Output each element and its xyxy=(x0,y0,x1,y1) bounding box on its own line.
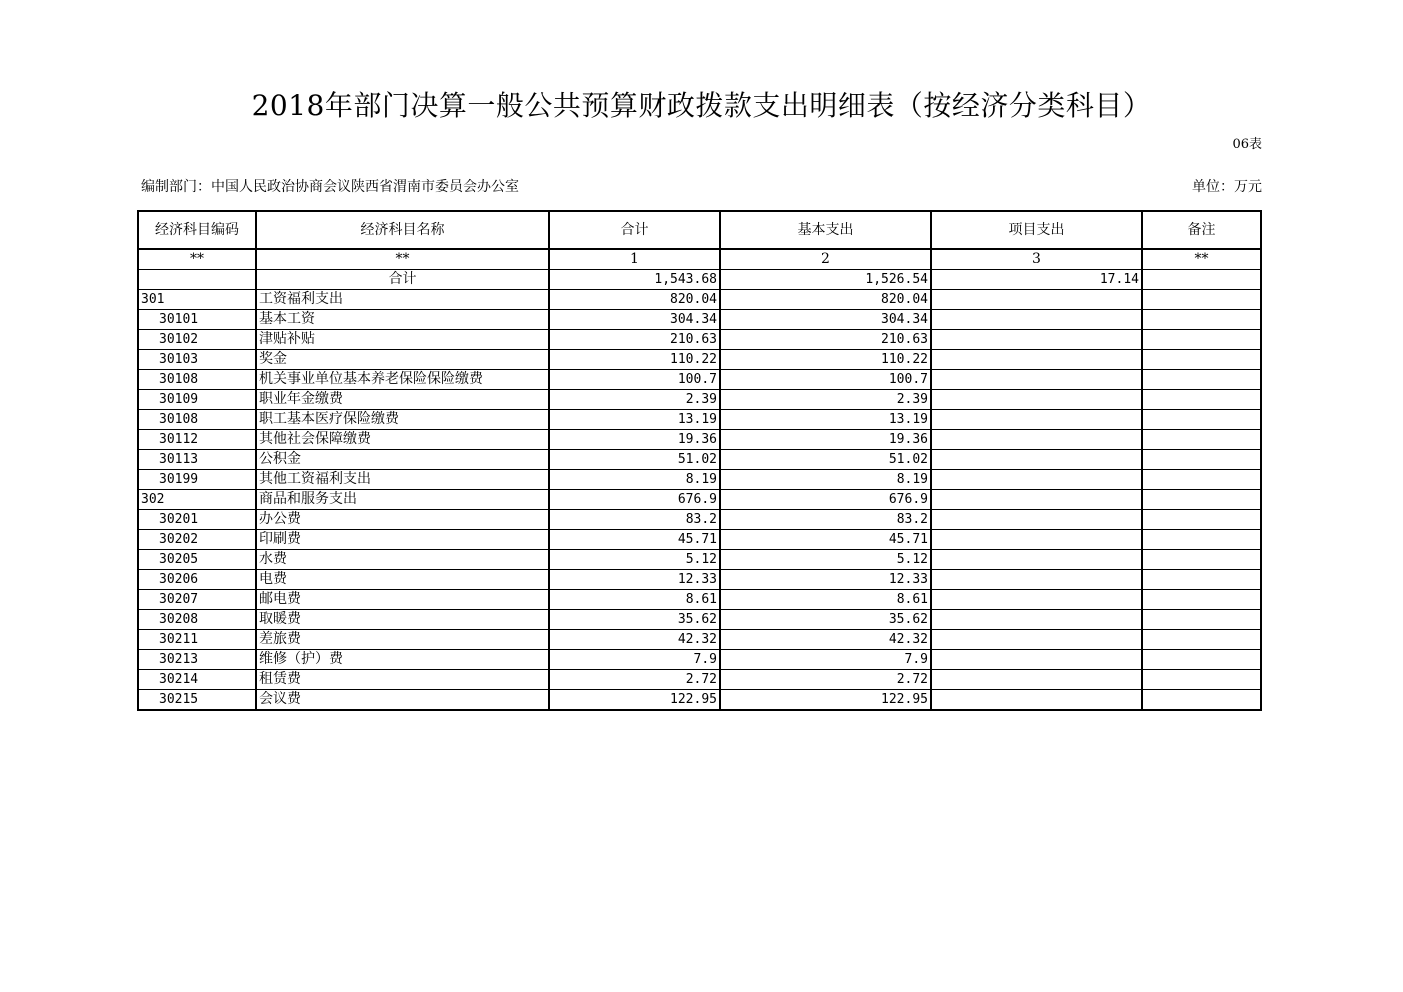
row-name: 差旅费 xyxy=(256,630,549,650)
subheader-sum: 1 xyxy=(549,249,720,270)
row-note xyxy=(1142,510,1261,530)
row-note xyxy=(1142,690,1261,711)
table-row xyxy=(138,670,1261,690)
row-sum: 42.32 xyxy=(549,630,720,650)
department-label: 编制部门：中国人民政治协商会议陕西省渭南市委员会办公室 xyxy=(141,179,519,195)
row-basic: 122.95 xyxy=(720,690,931,711)
row-name: 公积金 xyxy=(256,450,549,470)
row-name: 办公费 xyxy=(256,510,549,530)
table-row xyxy=(138,590,1261,610)
row-note xyxy=(1142,550,1261,570)
row-project xyxy=(931,510,1142,530)
row-note xyxy=(1142,390,1261,410)
row-name: 津贴补贴 xyxy=(256,330,549,350)
row-note xyxy=(1142,370,1261,390)
table-row xyxy=(138,490,1261,510)
row-name: 水费 xyxy=(256,550,549,570)
page-title: 2018年部门决算一般公共预算财政拨款支出明细表（按经济分类科目） xyxy=(251,89,1152,122)
row-project xyxy=(931,390,1142,410)
row-note xyxy=(1142,530,1261,550)
row-code: 30202 xyxy=(138,530,256,550)
row-sum: 304.34 xyxy=(549,310,720,330)
row-project xyxy=(931,670,1142,690)
row-basic: 2.39 xyxy=(720,390,931,410)
row-sum: 676.9 xyxy=(549,490,720,510)
header-note: 备注 xyxy=(1142,211,1261,249)
row-sum: 8.19 xyxy=(549,470,720,490)
row-project xyxy=(931,530,1142,550)
row-name: 租赁费 xyxy=(256,670,549,690)
table-row xyxy=(138,430,1261,450)
total-project: 17.14 xyxy=(931,270,1142,290)
subheader-project: 3 xyxy=(931,249,1142,270)
subheader-name: ** xyxy=(256,249,549,270)
row-name: 维修（护）费 xyxy=(256,650,549,670)
row-note xyxy=(1142,670,1261,690)
table-row xyxy=(138,350,1261,370)
row-note xyxy=(1142,610,1261,630)
table-row xyxy=(138,530,1261,550)
table-row xyxy=(138,550,1261,570)
header-row xyxy=(138,211,1261,249)
row-code: 30101 xyxy=(138,310,256,330)
total-code xyxy=(138,270,256,290)
row-basic: 13.19 xyxy=(720,410,931,430)
row-basic: 8.19 xyxy=(720,470,931,490)
row-project xyxy=(931,590,1142,610)
row-name: 机关事业单位基本养老保险保险缴费 xyxy=(256,370,549,390)
row-sum: 12.33 xyxy=(549,570,720,590)
row-note xyxy=(1142,650,1261,670)
row-basic: 83.2 xyxy=(720,510,931,530)
row-sum: 100.7 xyxy=(549,370,720,390)
row-project xyxy=(931,550,1142,570)
row-name: 其他社会保障缴费 xyxy=(256,430,549,450)
row-code: 30211 xyxy=(138,630,256,650)
row-note xyxy=(1142,450,1261,470)
subheader-basic: 2 xyxy=(720,249,931,270)
row-project xyxy=(931,290,1142,310)
row-note xyxy=(1142,630,1261,650)
row-name: 其他工资福利支出 xyxy=(256,470,549,490)
row-name: 奖金 xyxy=(256,350,549,370)
row-note xyxy=(1142,410,1261,430)
row-basic: 8.61 xyxy=(720,590,931,610)
row-basic: 5.12 xyxy=(720,550,931,570)
table-row xyxy=(138,610,1261,630)
row-sum: 110.22 xyxy=(549,350,720,370)
row-code: 302 xyxy=(138,490,256,510)
row-name: 工资福利支出 xyxy=(256,290,549,310)
row-note xyxy=(1142,330,1261,350)
header-name: 经济科目名称 xyxy=(256,211,549,249)
table-row xyxy=(138,450,1261,470)
row-basic: 110.22 xyxy=(720,350,931,370)
subheader-note: ** xyxy=(1142,249,1261,270)
row-code: 30109 xyxy=(138,390,256,410)
row-basic: 19.36 xyxy=(720,430,931,450)
total-label: 合计 xyxy=(256,270,549,290)
row-project xyxy=(931,490,1142,510)
row-name: 取暖费 xyxy=(256,610,549,630)
row-code: 30213 xyxy=(138,650,256,670)
row-code: 30201 xyxy=(138,510,256,530)
row-code: 30205 xyxy=(138,550,256,570)
total-basic: 1,526.54 xyxy=(720,270,931,290)
subheader-code: ** xyxy=(138,249,256,270)
row-code: 30199 xyxy=(138,470,256,490)
row-code: 30207 xyxy=(138,590,256,610)
row-note xyxy=(1142,570,1261,590)
row-basic: 12.33 xyxy=(720,570,931,590)
table-row xyxy=(138,650,1261,670)
row-project xyxy=(931,650,1142,670)
row-sum: 35.62 xyxy=(549,610,720,630)
row-name: 职工基本医疗保险缴费 xyxy=(256,410,549,430)
row-code: 30206 xyxy=(138,570,256,590)
header-basic: 基本支出 xyxy=(720,211,931,249)
row-basic: 210.63 xyxy=(720,330,931,350)
row-sum: 8.61 xyxy=(549,590,720,610)
row-name: 邮电费 xyxy=(256,590,549,610)
row-note xyxy=(1142,290,1261,310)
row-code: 30214 xyxy=(138,670,256,690)
row-name: 商品和服务支出 xyxy=(256,490,549,510)
row-name: 职业年金缴费 xyxy=(256,390,549,410)
table-row xyxy=(138,390,1261,410)
row-project xyxy=(931,350,1142,370)
row-project xyxy=(931,410,1142,430)
header-project: 项目支出 xyxy=(931,211,1142,249)
row-project xyxy=(931,470,1142,490)
row-name: 电费 xyxy=(256,570,549,590)
row-basic: 45.71 xyxy=(720,530,931,550)
row-sum: 2.72 xyxy=(549,670,720,690)
table-row xyxy=(138,290,1261,310)
row-sum: 820.04 xyxy=(549,290,720,310)
total-sum: 1,543.68 xyxy=(549,270,720,290)
row-sum: 45.71 xyxy=(549,530,720,550)
table-number: 06表 xyxy=(1232,137,1262,152)
row-sum: 13.19 xyxy=(549,410,720,430)
row-project xyxy=(931,330,1142,350)
row-note xyxy=(1142,590,1261,610)
table-row xyxy=(138,370,1261,390)
row-project xyxy=(931,450,1142,470)
table-row xyxy=(138,570,1261,590)
row-code: 301 xyxy=(138,290,256,310)
unit-label: 单位：万元 xyxy=(1192,179,1262,195)
row-code: 30208 xyxy=(138,610,256,630)
row-note xyxy=(1142,490,1261,510)
row-sum: 83.2 xyxy=(549,510,720,530)
row-code: 30112 xyxy=(138,430,256,450)
row-basic: 2.72 xyxy=(720,670,931,690)
row-basic: 7.9 xyxy=(720,650,931,670)
row-name: 会议费 xyxy=(256,690,549,711)
row-code: 30102 xyxy=(138,330,256,350)
row-note xyxy=(1142,310,1261,330)
total-note xyxy=(1142,270,1261,290)
row-basic: 51.02 xyxy=(720,450,931,470)
header-code: 经济科目编码 xyxy=(138,211,256,249)
row-basic: 676.9 xyxy=(720,490,931,510)
row-basic: 35.62 xyxy=(720,610,931,630)
row-code: 30108 xyxy=(138,410,256,430)
row-sum: 5.12 xyxy=(549,550,720,570)
table-row xyxy=(138,510,1261,530)
row-project xyxy=(931,370,1142,390)
table-row xyxy=(138,330,1261,350)
total-row xyxy=(138,270,1261,290)
row-project xyxy=(931,310,1142,330)
header-sum: 合计 xyxy=(549,211,720,249)
row-sum: 19.36 xyxy=(549,430,720,450)
row-project xyxy=(931,430,1142,450)
table-row xyxy=(138,310,1261,330)
row-code: 30103 xyxy=(138,350,256,370)
row-note xyxy=(1142,470,1261,490)
row-sum: 2.39 xyxy=(549,390,720,410)
row-project xyxy=(931,630,1142,650)
row-code: 30113 xyxy=(138,450,256,470)
row-code: 30215 xyxy=(138,690,256,711)
table-row xyxy=(138,470,1261,490)
row-basic: 304.34 xyxy=(720,310,931,330)
row-sum: 7.9 xyxy=(549,650,720,670)
row-note xyxy=(1142,350,1261,370)
expenditure-table xyxy=(137,210,1262,711)
row-basic: 42.32 xyxy=(720,630,931,650)
row-sum: 122.95 xyxy=(549,690,720,711)
row-project xyxy=(931,570,1142,590)
row-name: 印刷费 xyxy=(256,530,549,550)
row-code: 30108 xyxy=(138,370,256,390)
row-project xyxy=(931,610,1142,630)
row-note xyxy=(1142,430,1261,450)
row-basic: 820.04 xyxy=(720,290,931,310)
row-sum: 210.63 xyxy=(549,330,720,350)
row-basic: 100.7 xyxy=(720,370,931,390)
row-project xyxy=(931,690,1142,711)
row-sum: 51.02 xyxy=(549,450,720,470)
table-row xyxy=(138,630,1261,650)
subheader-row xyxy=(138,249,1261,270)
table-row xyxy=(138,410,1261,430)
table-row xyxy=(138,690,1261,711)
row-name: 基本工资 xyxy=(256,310,549,330)
